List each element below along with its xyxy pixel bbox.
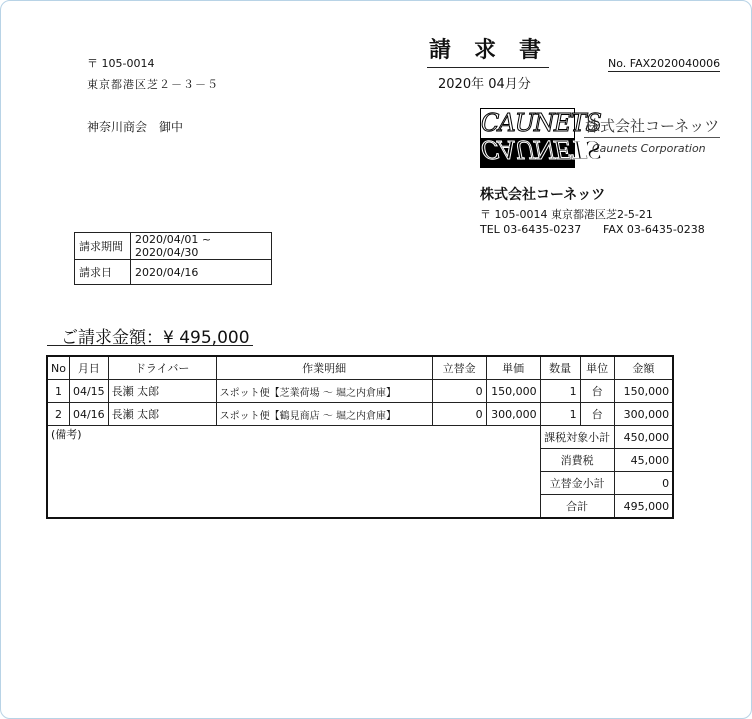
row-driver: 長瀬 太郎 xyxy=(108,403,216,426)
row-no: 1 xyxy=(47,380,69,403)
table-row xyxy=(47,403,673,426)
recipient-address: 東京都港区芝２－３－５ xyxy=(87,78,219,91)
row-advance: 0 xyxy=(432,403,486,426)
logo-divider xyxy=(584,137,720,138)
row-advance: 0 xyxy=(432,380,486,403)
table-header-row xyxy=(47,356,673,380)
header-date: 月日 xyxy=(69,356,108,380)
total-amount-heading: ご請求金額：¥ 495,000 xyxy=(61,328,250,348)
recipient-postal: 〒 105-0014 xyxy=(87,57,155,70)
row-description: スポット便【鶴見商店 ～ 堀之内倉庫】 xyxy=(216,403,432,426)
row-date: 04/16 xyxy=(69,403,108,426)
row-amount: 300,000 xyxy=(614,403,673,426)
summary-value-advance: 0 xyxy=(614,472,673,495)
logo-company-name: 株式会社コーネッツ xyxy=(585,117,720,135)
invoice-date-value: 2020/04/16 xyxy=(131,260,272,285)
row-unit: 台 xyxy=(580,380,614,403)
billing-month: 2020年 04月分 xyxy=(438,77,531,92)
summary-label-total: 合計 xyxy=(540,495,614,519)
invoice-date-label: 請求日 xyxy=(75,260,131,285)
header-quantity: 数量 xyxy=(540,356,580,380)
header-advance: 立替金 xyxy=(432,356,486,380)
row-quantity: 1 xyxy=(540,403,580,426)
period-value: 2020/04/01 ~ 2020/04/30 xyxy=(131,233,272,260)
row-unit-price: 150,000 xyxy=(486,380,540,403)
row-date: 04/15 xyxy=(69,380,108,403)
summary-label-advance: 立替金小計 xyxy=(540,472,614,495)
summary-value-tax: 45,000 xyxy=(614,449,673,472)
logo-wordmark-reflection: CAUNETS xyxy=(481,135,601,163)
summary-label-taxable: 課税対象小計 xyxy=(540,426,614,449)
header-unit-price: 単価 xyxy=(486,356,540,380)
issuer-fax: FAX 03-6435-0238 xyxy=(603,223,705,236)
issuer-name: 株式会社コーネッツ xyxy=(480,187,606,203)
row-quantity: 1 xyxy=(540,380,580,403)
header-description: 作業明細 xyxy=(216,356,432,380)
row-amount: 150,000 xyxy=(614,380,673,403)
summary-value-total: 495,000 xyxy=(614,495,673,519)
summary-label-tax: 消費税 xyxy=(540,449,614,472)
amount-underline xyxy=(47,345,253,346)
invoice-items-table xyxy=(46,355,674,519)
summary-row xyxy=(47,426,673,449)
recipient-name: 神奈川商会 御中 xyxy=(87,120,184,134)
logo-company-name-en: Caunets Corporation xyxy=(592,142,706,155)
row-driver: 長瀬 太郎 xyxy=(108,380,216,403)
title-underline xyxy=(427,67,549,68)
header-amount: 金額 xyxy=(614,356,673,380)
header-no: No xyxy=(47,356,69,380)
row-unit-price: 300,000 xyxy=(486,403,540,426)
summary-value-taxable: 450,000 xyxy=(614,426,673,449)
issuer-tel: TEL 03-6435-0237 xyxy=(480,223,582,236)
table-row xyxy=(47,380,673,403)
notes-cell xyxy=(47,426,540,519)
period-label: 請求期間 xyxy=(75,233,131,260)
row-no: 2 xyxy=(47,403,69,426)
header-driver: ドライバー xyxy=(108,356,216,380)
row-description: スポット便【芝業荷場 ～ 堀之内倉庫】 xyxy=(216,380,432,403)
billing-period-table xyxy=(74,232,272,285)
invoice-title: 請求書 xyxy=(429,38,565,63)
row-unit: 台 xyxy=(580,403,614,426)
issuer-address: 〒 105-0014 東京都港区芝2-5-21 xyxy=(480,208,653,221)
header-unit: 単位 xyxy=(580,356,614,380)
company-logo xyxy=(480,108,601,168)
logo-wordmark: CAUNETS xyxy=(481,109,601,137)
notes-label: (備考) xyxy=(51,428,82,441)
document-number: No. FAX2020040006 xyxy=(608,57,721,70)
